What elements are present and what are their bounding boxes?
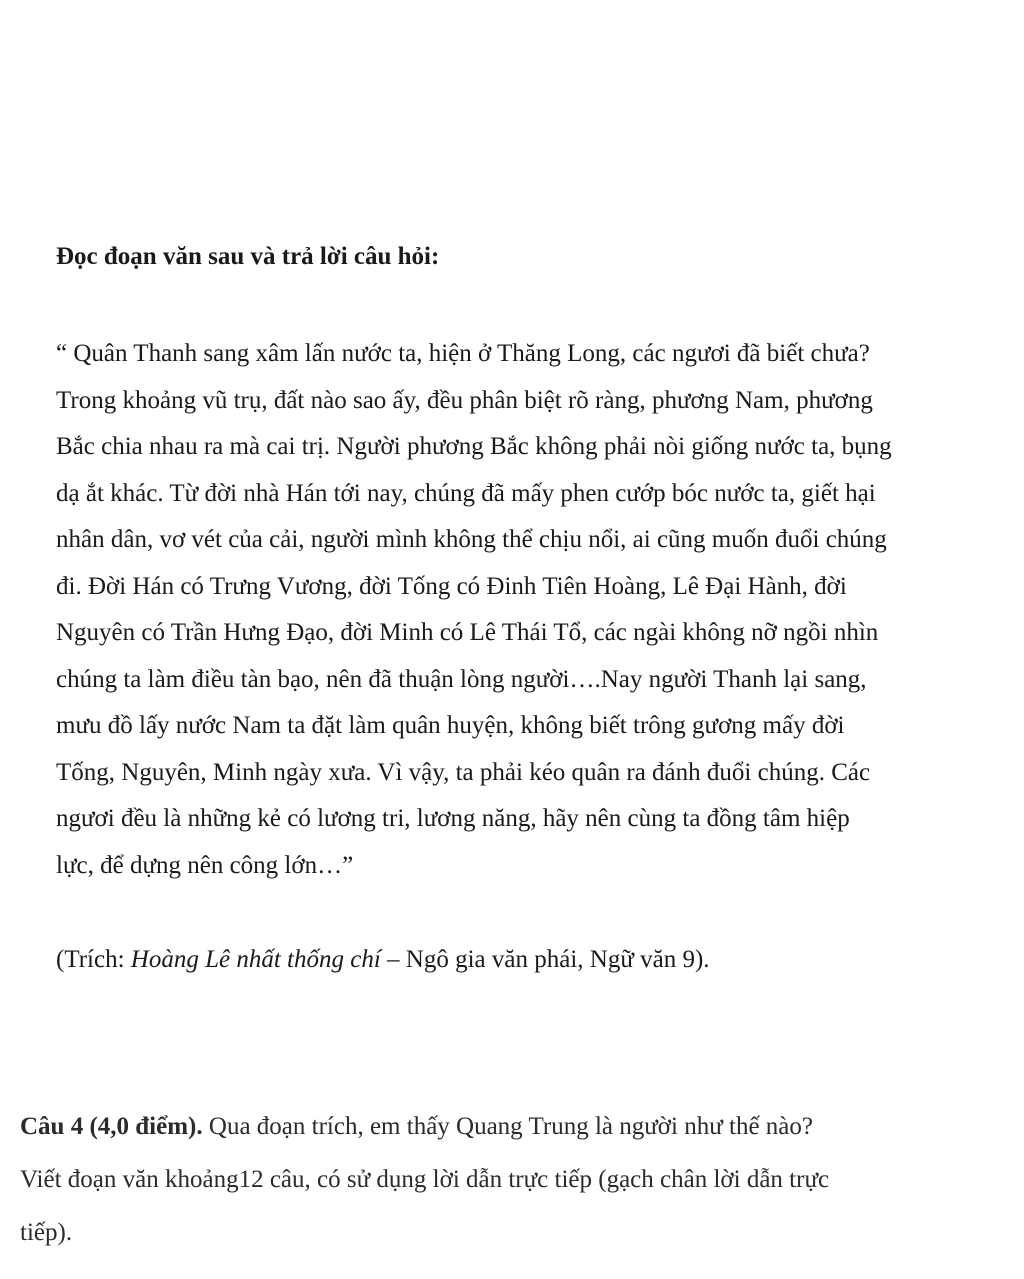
quoted-passage: [56, 335, 986, 893]
instruction-heading: Đọc đoạn văn sau và trả lời câu hỏi:: [56, 243, 440, 270]
source-suffix: – Ngô gia văn phái, Ngữ văn 9).: [380, 946, 710, 973]
question-label: Câu 4 (4,0 điểm).: [20, 1113, 203, 1140]
question-line: Viết đoạn văn khoảng12 câu, có sử dụng lời dẫn trực tiếp (gạch chân lời dẫn trực: [20, 1166, 830, 1193]
question-line: tiếp).: [20, 1219, 73, 1246]
passage-line: Trong khoảng vũ trụ, đất nào sao ấy, đều phân biệt rõ ràng, phương Nam, phương: [56, 386, 873, 414]
passage-line: nhân dân, vơ vét của cải, người mình không thể chịu nổi, ai cũng muốn đuổi chúng: [56, 526, 887, 553]
passage-line: lực, để dựng nên công lớn…”: [56, 851, 354, 879]
question-text: Qua đoạn trích, em thấy Quang Trung là người như thế nào?: [202, 1113, 813, 1140]
source-citation: [56, 946, 710, 974]
passage-line: chúng ta làm điều tàn bạo, nên đã thuận lòng người….Nay người Thanh lại sang,: [56, 665, 867, 693]
question-block: [20, 1108, 1010, 1267]
passage-line: Bắc chia nhau ra mà cai trị. Người phương Bắc không phải nòi giống nước ta, bụng: [56, 433, 892, 460]
passage-line: ngươi đều là những kẻ có lương tri, lương năng, hãy nên cùng ta đồng tâm hiệp: [56, 805, 850, 832]
passage-line: Nguyên có Trần Hưng Đạo, đời Minh có Lê Thái Tổ, các ngài không nỡ ngồi nhìn: [56, 619, 879, 646]
source-title: Hoàng Lê nhất thống chí: [130, 946, 381, 973]
source-prefix: (Trích:: [56, 946, 131, 973]
passage-line: đi. Đời Hán có Trưng Vương, đời Tống có Đinh Tiên Hoàng, Lê Đại Hành, đời: [56, 572, 847, 600]
question-line: [20, 1108, 1010, 1161]
passage-line: dạ ắt khác. Từ đời nhà Hán tới nay, chúng đã mấy phen cướp bóc nước ta, giết hại: [56, 479, 876, 507]
passage-line: mưu đồ lấy nước Nam ta đặt làm quân huyện, không biết trông gương mấy đời: [56, 712, 845, 739]
passage-line: “ Quân Thanh sang xâm lấn nước ta, hiện ở Thăng Long, các ngươi đã biết chưa?: [56, 340, 870, 367]
passage-line: Tống, Nguyên, Minh ngày xưa. Vì vậy, ta phải kéo quân ra đánh đuổi chúng. Các: [56, 758, 871, 786]
